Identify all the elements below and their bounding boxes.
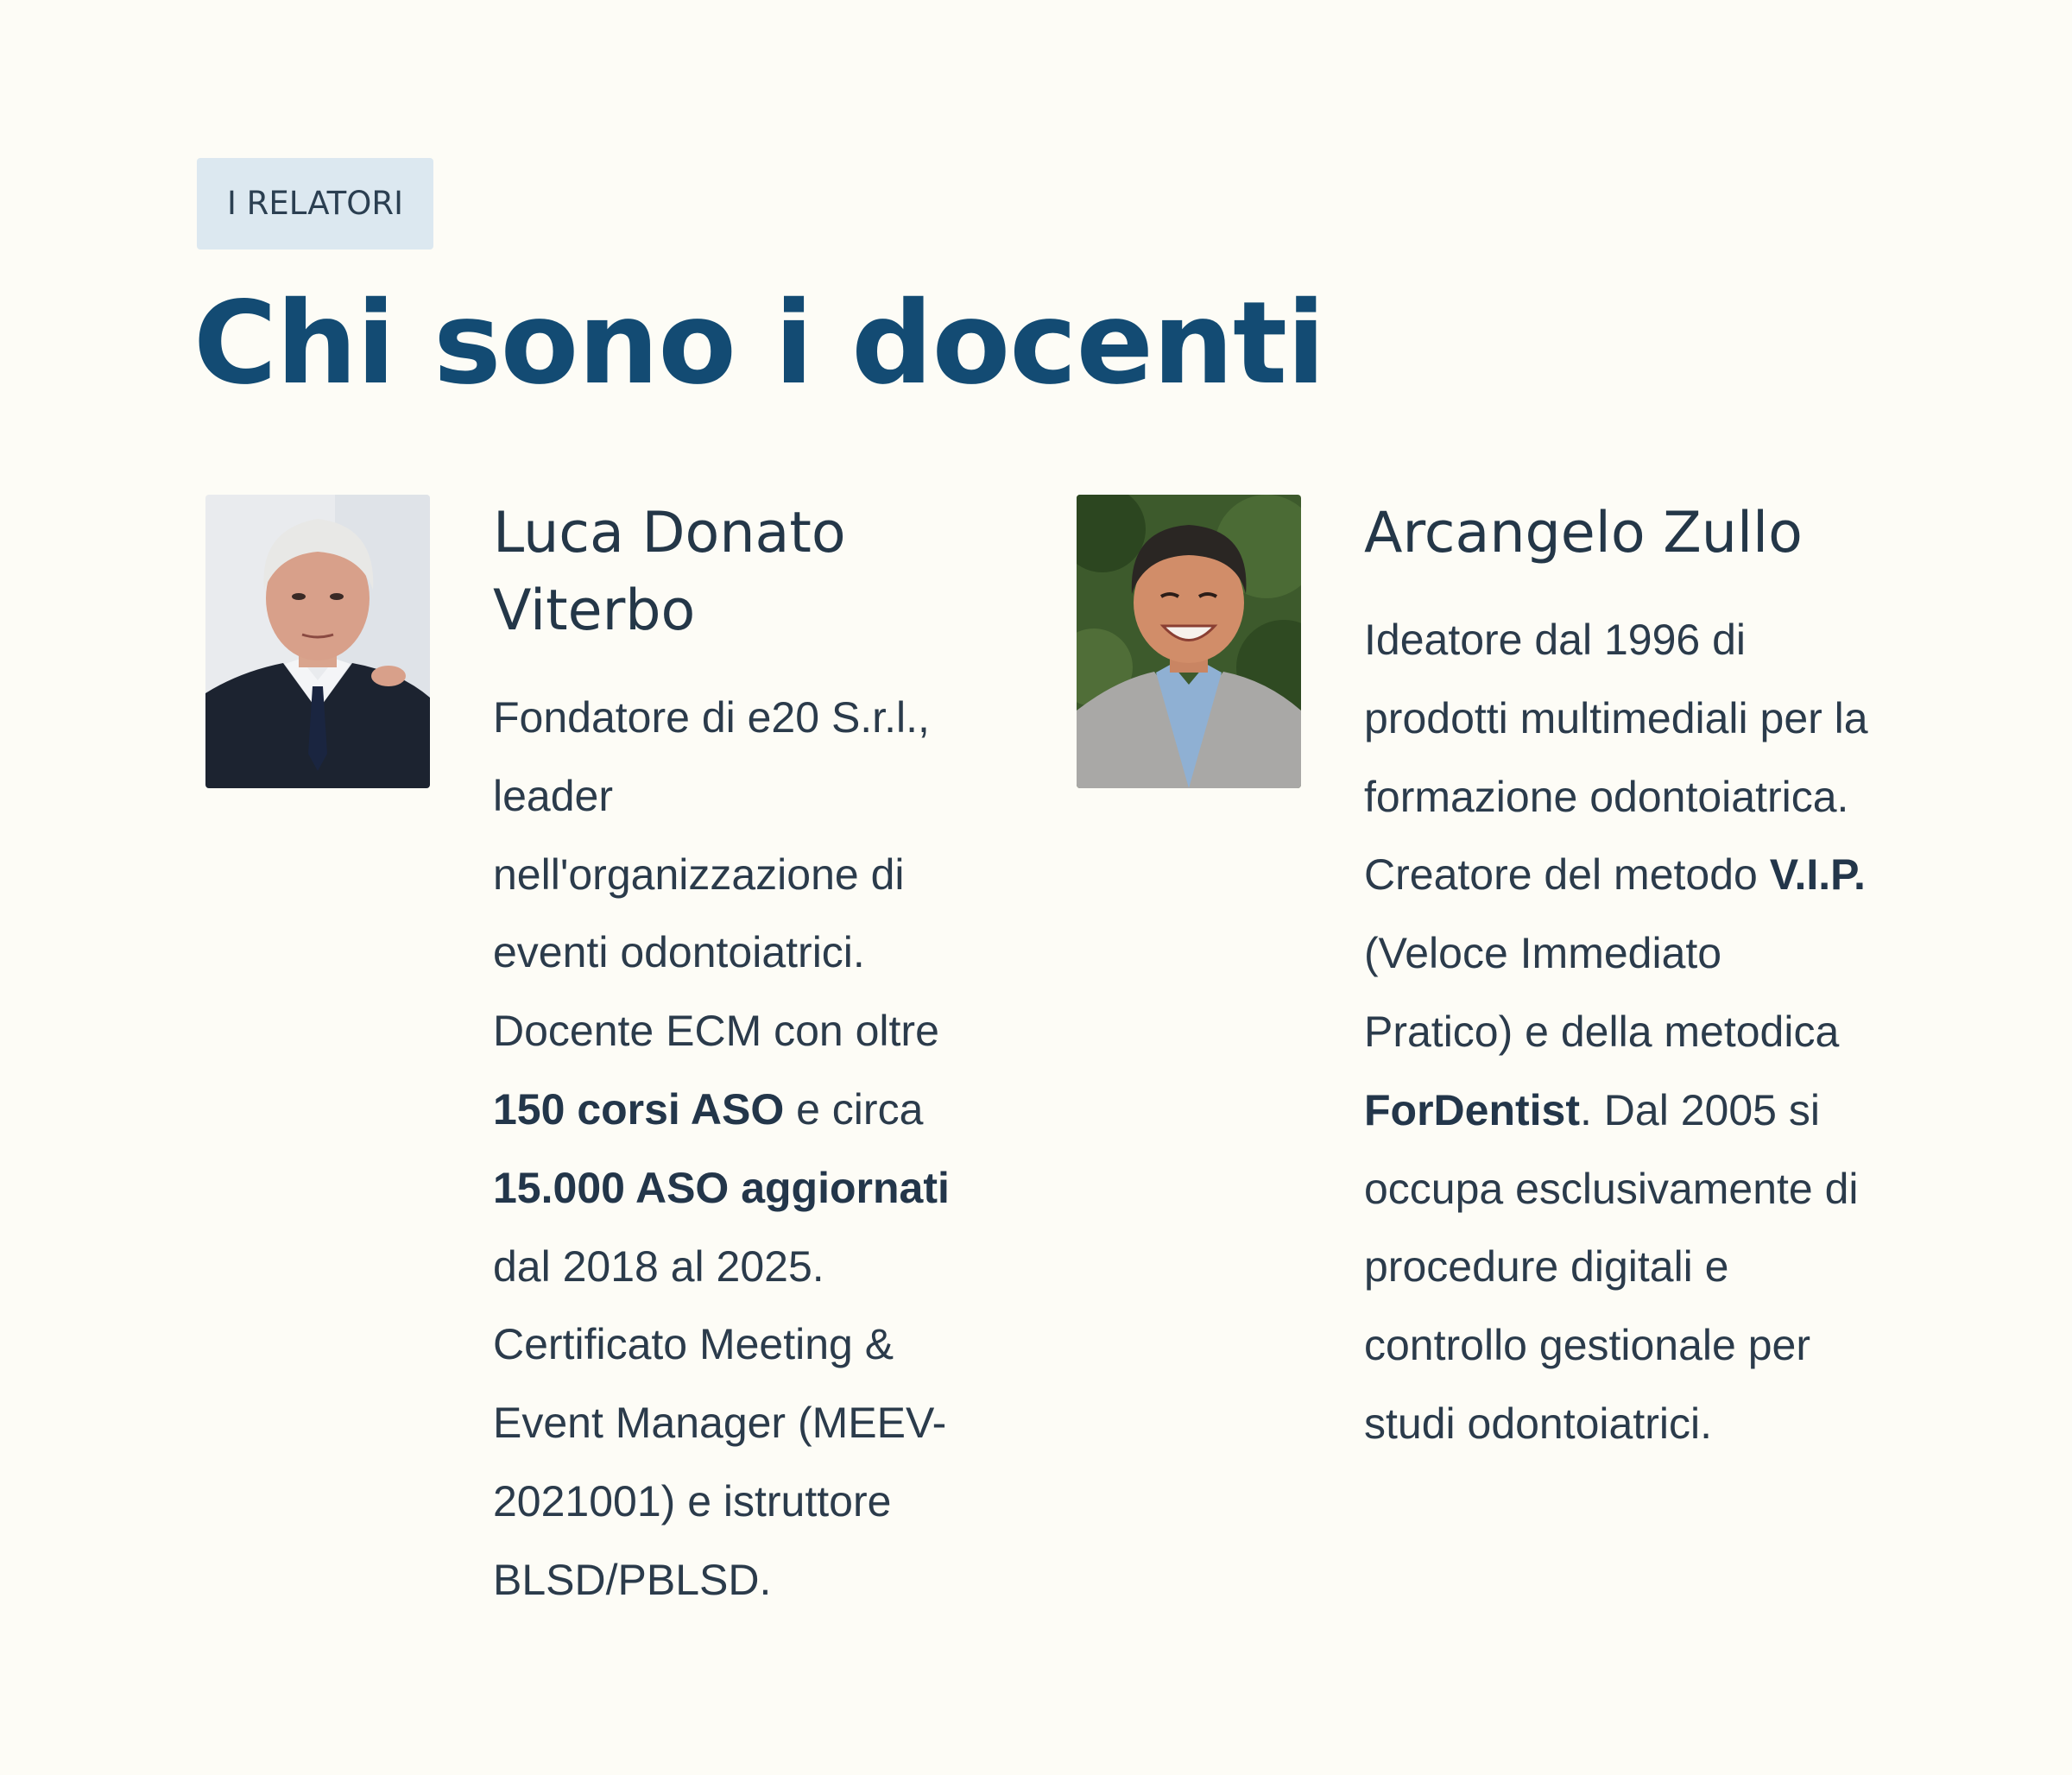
- portrait-photo-icon: [205, 495, 430, 788]
- speaker-bio: [1364, 601, 1882, 1463]
- bio-text: Ideatore dal 1996 di prodotti multimediali per la formazione odontoiatrica. Creatore del metodo: [1364, 616, 1868, 900]
- bio-text: e circa: [784, 1084, 924, 1134]
- bio-highlight: 150 corsi ASO: [493, 1084, 785, 1134]
- page-title: Chi sono i docenti: [193, 277, 1325, 410]
- portrait-photo-icon: [1077, 495, 1301, 788]
- speaker-photo-luca-donato-viterbo: [205, 495, 430, 788]
- bio-text: . Dal 2005 si occupa esclusivamente di procedure digitali e controllo gestionale per studi odontoiatrici.: [1364, 1085, 1859, 1448]
- speaker-photo-arcangelo-zullo: [1077, 495, 1301, 788]
- bio-highlight: ForDentist: [1364, 1085, 1580, 1134]
- bio-text: dal 2018 al 2025. Certificato Meeting & Event Manager (MEEV-2021001) e istruttore BLSD/PBLSD.: [493, 1241, 947, 1604]
- speaker-name: Arcangelo Zullo: [1364, 501, 1803, 565]
- bio-text: (Veloce Immediato Pratico) e della metodica: [1364, 929, 1840, 1056]
- bio-highlight: V.I.P.: [1769, 850, 1866, 900]
- bio-text: Fondatore di e20 S.r.l., leader nell'organizzazione di eventi odontoiatrici. Docente ECM con oltre: [493, 693, 939, 1056]
- speaker-name: Luca Donato Viterbo: [493, 501, 846, 643]
- bio-highlight: 15.000 ASO aggiornati: [493, 1163, 950, 1212]
- speaker-bio: [493, 679, 976, 1620]
- section-eyebrow-badge: I RELATORI: [197, 158, 433, 250]
